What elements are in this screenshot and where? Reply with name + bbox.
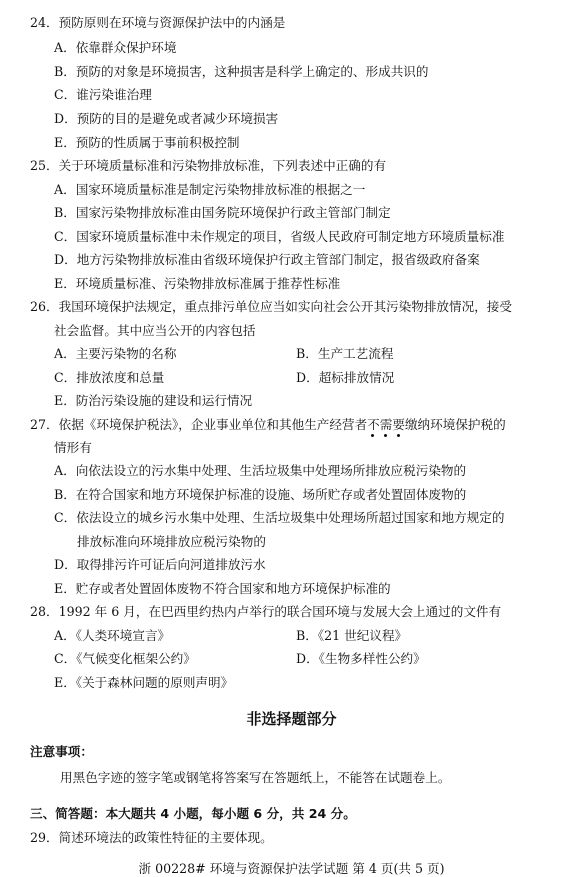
q24-option-e: E．预防的性质属于事前积极控制 <box>54 135 240 150</box>
q28-option-d: D．《生物多样性公约》 <box>296 651 426 666</box>
q26-option-c: C．排放浓度和总量 <box>54 370 165 385</box>
q27-emphasis <box>367 417 405 432</box>
q25-option-e: E．环境质量标准、污染物排放标准属于推荐性标准 <box>54 276 341 291</box>
q26-option-d: D．超标排放情况 <box>296 370 395 385</box>
notice-title: 注意事项： <box>30 744 93 759</box>
q28-option-e: E．《关于森林问题的原则声明》 <box>54 675 234 690</box>
emphasis-dot <box>371 434 374 437</box>
q24-option-c: C．谁污染谁治理 <box>54 87 152 102</box>
q24-option-a: A．依靠群众保护环境 <box>54 40 177 55</box>
q27-option-c-continued: 排放标准向环境排放应税污染物的 <box>77 534 266 549</box>
section-heading: 非选择题部分 <box>246 710 337 728</box>
q27-option-e: E．贮存或者处置固体废物不符合国家和地方环境保护标准的 <box>54 581 391 596</box>
notice-body: 用黑色字迹的签字笔或钢笔将答案写在答题纸上，不能答在试题卷上。 <box>60 770 451 785</box>
q27-option-a: A．向依法设立的污水集中处理、生活垃圾集中处理场所排放应税污染物的 <box>54 463 467 478</box>
q27-stem-continued: 情形有 <box>54 440 92 455</box>
q26-option-b: B．生产工艺流程 <box>296 346 394 361</box>
q24-option-d: D．预防的目的是避免或者减少环境损害 <box>54 111 279 126</box>
q27-stem-pre: 27．依据《环境保护税法》，企业事业单位和其他生产经营者 <box>30 417 368 432</box>
q26-option-a: A．主要污染物的名称 <box>54 346 177 361</box>
page-footer: 浙 00228# 环境与资源保护法学试题 第 4 页(共 5 页) <box>138 861 445 876</box>
q28-stem: 28．1992 年 6 月，在巴西里约热内卢举行的联合国环境与发展大会上通过的文件有 <box>30 604 502 619</box>
q26-stem: 26．我国环境保护法规定，重点排污单位应当如实向社会公开其污染物排放情况，接受 <box>30 299 512 314</box>
q29-stem: 29．简述环境法的政策性特征的主要体现。 <box>30 830 273 845</box>
q28-option-a: A．《人类环境宣言》 <box>54 628 171 643</box>
q27-option-b: B．在符合国家和地方环境保护标准的设施、场所贮存或者处置固体废物的 <box>54 487 467 502</box>
q25-option-a: A．国家环境质量标准是制定污染物排放标准的根据之一 <box>54 182 366 197</box>
q27-stem-post: 缴纳环境保护税的 <box>404 417 506 432</box>
q27-option-c: C．依法设立的城乡污水集中处理、生活垃圾集中处理场所超过国家和地方规定的 <box>54 510 505 525</box>
q26-stem-continued: 社会监督。其中应当公开的内容包括 <box>54 323 256 338</box>
q26-option-e: E．防治污染设施的建设和运行情况 <box>54 393 253 408</box>
q25-option-c: C．国家环境质量标准中未作规定的项目，省级人民政府可制定地方环境质量标准 <box>54 229 505 244</box>
q25-option-d: D．地方污染物排放标准由省级环境保护行政主管部门制定，报省级政府备案 <box>54 252 480 267</box>
q27-option-d: D．取得排污许可证后向河道排放污水 <box>54 557 266 572</box>
q27-emphasis-text: 不需要 <box>367 417 405 432</box>
emphasis-dot <box>397 434 400 437</box>
part3-heading: 三、简答题：本大题共 4 小题，每小题 6 分，共 24 分。 <box>30 806 356 821</box>
q25-option-b: B．国家污染物排放标准由国务院环境保护行政主管部门制定 <box>54 205 391 220</box>
q28-option-b: B．《21 世纪议程》 <box>296 628 408 643</box>
q27-stem <box>30 419 506 432</box>
emphasis-dot <box>384 434 387 437</box>
q24-option-b: B．预防的对象是环境损害，这种损害是科学上确定的、形成共识的 <box>54 64 429 79</box>
q25-stem: 25．关于环境质量标准和污染物排放标准，下列表述中正确的有 <box>30 158 387 173</box>
q28-option-c: C．《气候变化框架公约》 <box>54 651 196 666</box>
q24-stem: 24．预防原则在环境与资源保护法中的内涵是 <box>30 15 286 30</box>
